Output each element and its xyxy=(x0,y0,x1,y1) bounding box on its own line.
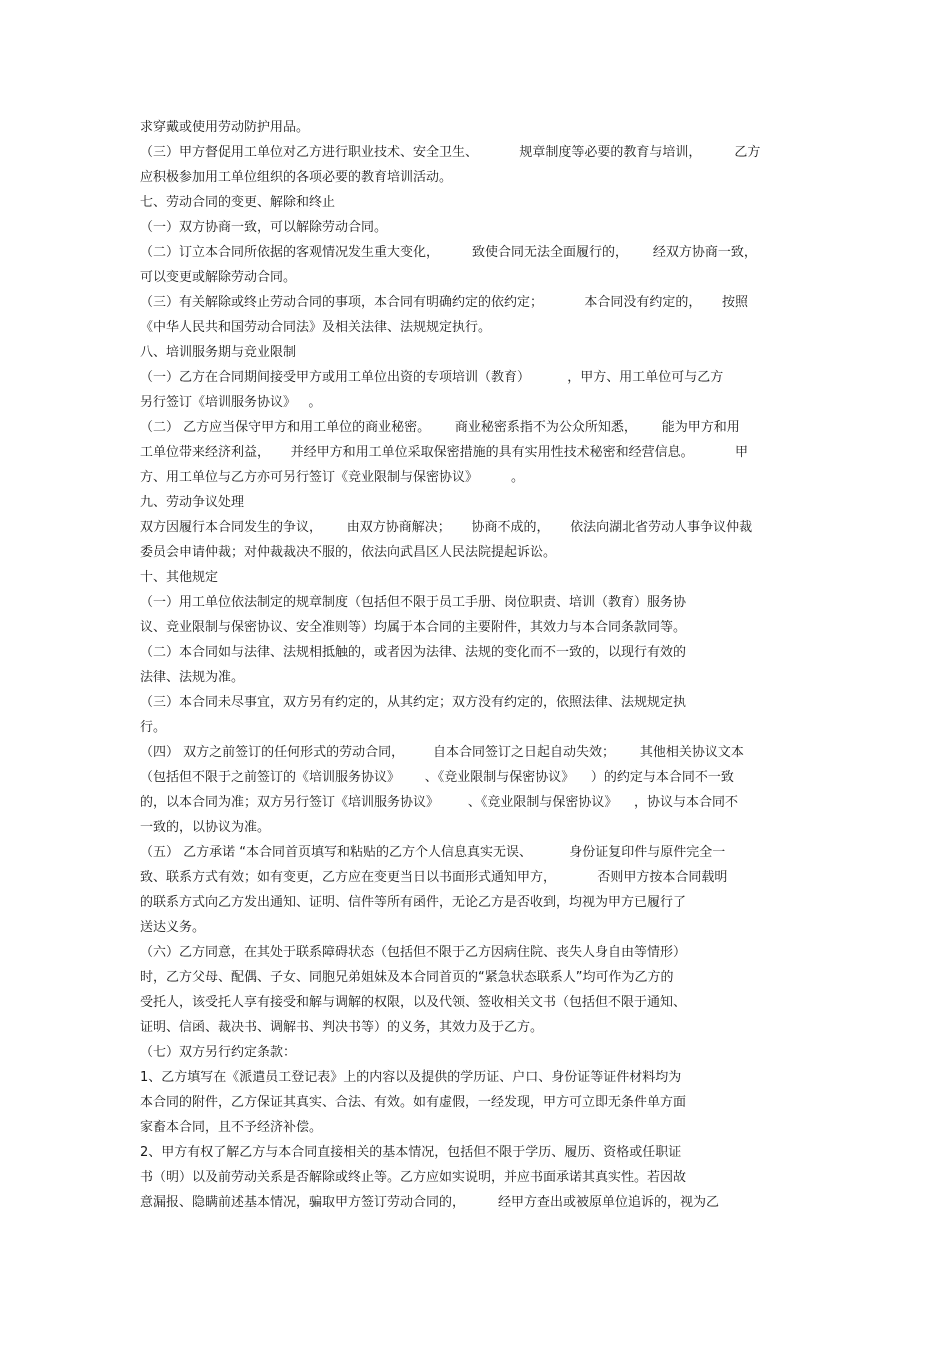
text-line: （五） 乙方承诺 “本合同首页填写和粘贴的乙方个人信息真实无误、 身份证复印件与原件完全一 xyxy=(140,845,726,860)
text-line: 致、联系方式有效；如有变更，乙方应在变更当日以书面形式通知甲方， 否则甲方按本合同载明 xyxy=(140,870,728,885)
section-heading: 八、培训服务期与竞业限制 xyxy=(140,345,297,360)
text-line: 本合同的附件，乙方保证其真实、合法、有效。如有虚假，一经发现，甲方可立即无条件单方面 xyxy=(140,1095,687,1110)
text-line: 工单位带来经济利益， 并经甲方和用工单位采取保密措施的具有实用性技术秘密和经营信息。 甲 xyxy=(140,445,748,460)
text-line: （一）双方协商一致，可以解除劳动合同。 xyxy=(140,220,388,235)
text-line: （二）本合同如与法律、法规相抵触的，或者因为法律、法规的变化而不一致的，以现行有效的 xyxy=(140,645,687,660)
text-line: （三）甲方督促用工单位对乙方进行职业技术、安全卫生、 规章制度等必要的教育与培训， 乙方 xyxy=(140,145,761,160)
text-line: 2、甲方有权了解乙方与本合同直接相关的基本情况，包括但不限于学历、履历、资格或任职证 xyxy=(140,1145,682,1160)
text-line: 受托人，该受托人享有接受和解与调解的权限，以及代领、签收相关文书（包括但不限于通知、 xyxy=(140,995,687,1010)
text-line: 《中华人民共和国劳动合同法》及相关法律、法规规定执行。 xyxy=(140,320,492,335)
text-line: 证明、信函、裁决书、调解书、判决书等）的义务，其效力及于乙方。 xyxy=(140,1020,544,1035)
text-line: （包括但不限于之前签订的《培训服务协议》 、《竞业限制与保密协议》 ）的约定与本合同不一致 xyxy=(140,770,734,785)
text-line: 意漏报、隐瞒前述基本情况，骗取甲方签订劳动合同的， 经甲方查出或被原单位追诉的，视为乙 xyxy=(140,1195,720,1210)
text-line: 时，乙方父母、配偶、子女、同胞兄弟姐妹及本合同首页的“紧急状态联系人”均可作为乙方的 xyxy=(140,970,674,985)
text-line: （三）本合同未尽事宜，双方另有约定的，从其约定；双方没有约定的，依照法律、法规规定执 xyxy=(140,695,687,710)
text-line: 送达义务。 xyxy=(140,920,206,935)
text-line: （六）乙方同意，在其处于联系障碍状态（包括但不限于乙方因病住院、丧失人身自由等情形） xyxy=(140,945,687,960)
text-line: 法律、法规为准。 xyxy=(140,670,245,685)
text-line: 双方因履行本合同发生的争议， 由双方协商解决； 协商不成的， 依法向湖北省劳动人事争议仲裁 xyxy=(140,520,753,535)
text-line: 方、用工单位与乙方亦可另行签订《竞业限制与保密协议》 。 xyxy=(140,470,525,485)
text-line: （二）订立本合同所依据的客观情况发生重大变化， 致使合同无法全面履行的， 经双方协商一致， xyxy=(140,245,757,260)
text-line: 1、乙方填写在《派遣员工登记表》上的内容以及提供的学历证、户口、身份证等证件材料均为 xyxy=(140,1070,682,1085)
text-line: 家畜本合同，且不予经济补偿。 xyxy=(140,1120,323,1135)
text-line: 求穿戴或使用劳动防护用品。 xyxy=(140,120,310,135)
text-line: 可以变更或解除劳动合同。 xyxy=(140,270,297,285)
text-line: （三）有关解除或终止劳动合同的事项，本合同有明确约定的依约定； 本合同没有约定的， 按照 xyxy=(140,295,748,310)
text-line: 行。 xyxy=(140,720,167,735)
section-heading: 七、劳动合同的变更、解除和终止 xyxy=(140,195,336,210)
section-heading: 九、劳动争议处理 xyxy=(140,495,245,510)
text-line: （一）乙方在合同期间接受甲方或用工单位出资的专项培训（教育） ，甲方、用工单位可与乙方 xyxy=(140,370,724,385)
text-line: 的，以本合同为准；双方另行签订《培训服务协议》 、《竞业限制与保密协议》 ，协议与本合同不 xyxy=(140,795,738,810)
text-line: （七）双方另行约定条款： xyxy=(140,1045,297,1060)
text-line: （二） 乙方应当保守甲方和用工单位的商业秘密。 商业秘密系指不为公众所知悉， 能为甲方和用 xyxy=(140,420,740,435)
text-line: 一致的，以协议为准。 xyxy=(140,820,271,835)
text-line: （四） 双方之前签订的任何形式的劳动合同， 自本合同签订之日起自动失效； 其他相关协议文本 xyxy=(140,745,744,760)
text-line: 应积极参加用工单位组织的各项必要的教育培训活动。 xyxy=(140,170,453,185)
text-line: 委员会申请仲裁；对仲裁裁决不服的，依法向武昌区人民法院提起诉讼。 xyxy=(140,545,557,560)
text-line: 书（明）以及前劳动关系是否解除或终止等。乙方应如实说明，并应书面承诺其真实性。若因故 xyxy=(140,1170,687,1185)
text-line: 的联系方式向乙方发出通知、证明、信件等所有函件，无论乙方是否收到，均视为甲方已履行了 xyxy=(140,895,687,910)
text-line: 议、竞业限制与保密协议、安全准则等）均属于本合同的主要附件，其效力与本合同条款同等。 xyxy=(140,620,687,635)
section-heading: 十、其他规定 xyxy=(140,570,219,585)
text-line: 另行签订《培训服务协议》 。 xyxy=(140,395,322,410)
text-line: （一）用工单位依法制定的规章制度（包括但不限于员工手册、岗位职责、培训（教育）服务协 xyxy=(140,595,687,610)
